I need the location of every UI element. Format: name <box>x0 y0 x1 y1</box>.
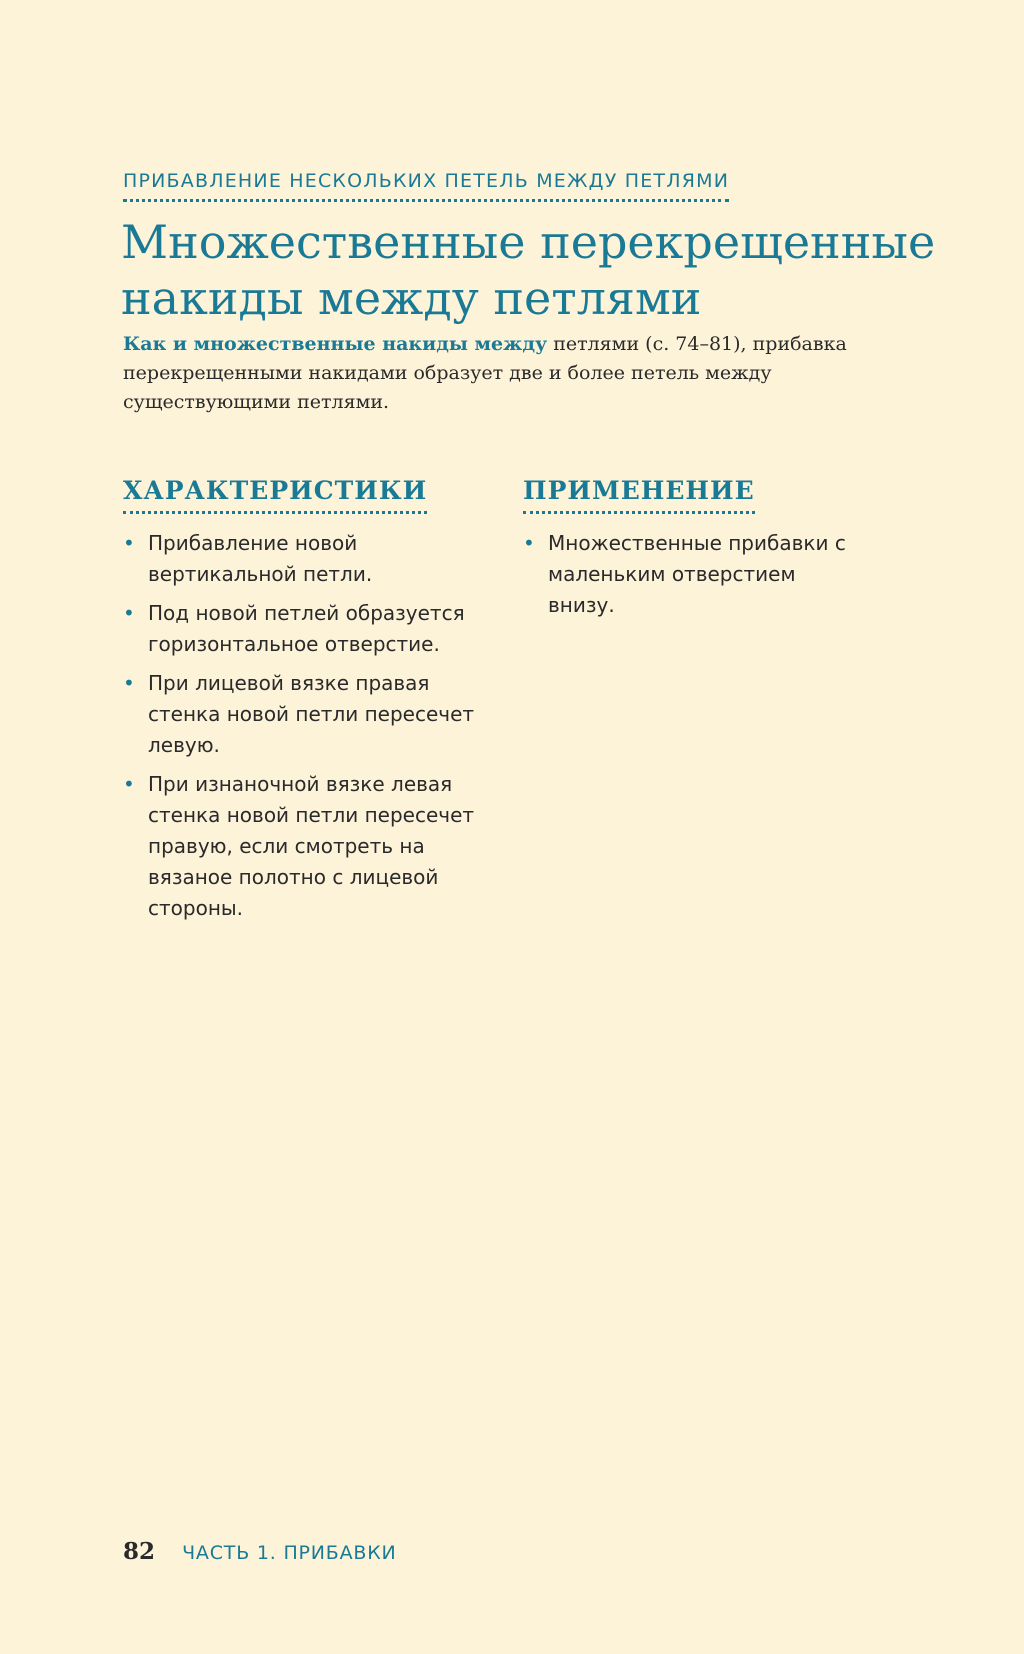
title-line-1: Множественные перекрещенные <box>121 215 936 269</box>
list-item-text: Под новой петлей образуется горизонтальное отверстие. <box>148 601 465 656</box>
bullet-icon: • <box>123 531 135 555</box>
bullet-icon: • <box>123 601 135 625</box>
characteristics-list <box>123 528 493 924</box>
characteristics-heading: ХАРАКТЕРИСТИКИ <box>123 476 427 514</box>
page-footer <box>123 1538 397 1565</box>
usage-column <box>523 476 863 629</box>
list-item-text: Множественные прибавки с маленьким отверстием внизу. <box>548 531 846 617</box>
usage-list <box>523 528 863 621</box>
intro-lead: Как и множественные накиды между <box>123 333 548 355</box>
intro-paragraph <box>123 330 883 417</box>
bullet-icon: • <box>523 531 535 555</box>
footer-section-title: ЧАСТЬ 1. ПРИБАВКИ <box>182 1542 397 1564</box>
list-item <box>123 769 493 924</box>
list-item-text: При изнаночной вязке левая стенка новой петли пересечет правую, если смотреть на вязаное полотно с лицевой стороны. <box>148 772 475 920</box>
bullet-icon: • <box>123 772 135 796</box>
page-title <box>121 214 981 326</box>
list-item <box>123 528 493 590</box>
intro-rest: петлями (с. 74–81), прибавка перекрещенными накидами образует две и более петель между существующими петлями. <box>123 333 847 413</box>
list-item <box>123 668 493 761</box>
list-item-text: Прибавление новой вертикальной петли. <box>148 531 373 586</box>
page-number: 82 <box>123 1538 156 1565</box>
section-kicker: ПРИБАВЛЕНИЕ НЕСКОЛЬКИХ ПЕТЕЛЬ МЕЖДУ ПЕТЛЯМИ <box>123 170 729 202</box>
title-line-2: накиды между петлями <box>121 271 702 325</box>
bullet-icon: • <box>123 671 135 695</box>
usage-heading: ПРИМЕНЕНИЕ <box>523 476 755 514</box>
characteristics-column <box>123 476 493 932</box>
list-item <box>523 528 863 621</box>
list-item-text: При лицевой вязке правая стенка новой петли пересечет левую. <box>148 671 475 757</box>
list-item <box>123 598 493 660</box>
